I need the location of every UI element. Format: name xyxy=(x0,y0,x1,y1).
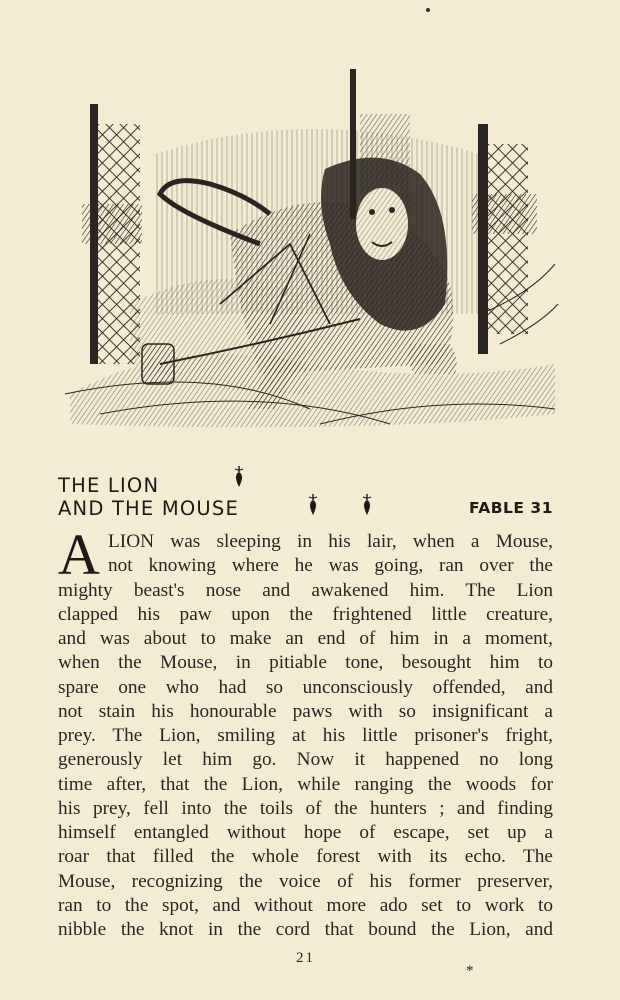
text-line: not stain his honourable paws with so insignificant a xyxy=(58,700,553,722)
fable-heading xyxy=(58,472,553,524)
signature-mark: * xyxy=(466,963,474,979)
text-line: ran to the spot, and without more ado set to work to xyxy=(58,894,553,916)
text-line: roar that filled the whole forest with its echo. The xyxy=(58,846,553,868)
text-line: prey. The Lion, smiling at his little prisoner's fright, xyxy=(58,725,553,746)
leaf-ornament-icon xyxy=(361,494,373,516)
text-line: generously let him go. Now it happened no long xyxy=(58,749,553,771)
text-line: himself entangled without hope of escape, set up a xyxy=(58,822,553,843)
drop-cap: A xyxy=(58,522,100,587)
text-line: LION was sleeping in his lair, when a Mouse, xyxy=(108,531,553,552)
text-line: mighty beast's nose and awakened him. The Lion xyxy=(58,579,553,601)
lion-engraving-illustration xyxy=(60,64,560,449)
leaf-ornament-icon xyxy=(307,494,319,516)
text-line: his prey, fell into the toils of the hunters ; and finding xyxy=(58,797,553,819)
text-line: not knowing where he was going, ran over the xyxy=(108,555,553,577)
text-line: and was about to make an end of him in a moment, xyxy=(58,628,553,649)
title-line-1: THE LION xyxy=(58,474,160,497)
fable-number: FABLE 31 xyxy=(468,499,553,517)
leaf-ornament-icon xyxy=(233,466,245,488)
text-line: Mouse, recognizing the voice of his former preserver, xyxy=(58,870,553,892)
text-line: when the Mouse, in pitiable tone, besought him to xyxy=(58,652,553,674)
fable-body-text xyxy=(58,522,553,942)
ink-speck xyxy=(426,8,430,12)
page-number: 21 xyxy=(296,950,315,966)
text-line: clapped his paw upon the frightened little creature, xyxy=(58,603,553,625)
title-line-2: AND THE MOUSE xyxy=(58,497,239,520)
text-line: time after, that the Lion, while ranging the woods for xyxy=(58,773,553,795)
text-line: spare one who had so unconsciously offended, and xyxy=(58,676,553,698)
text-line: nibble the knot in the cord that bound the Lion, and xyxy=(58,919,553,940)
